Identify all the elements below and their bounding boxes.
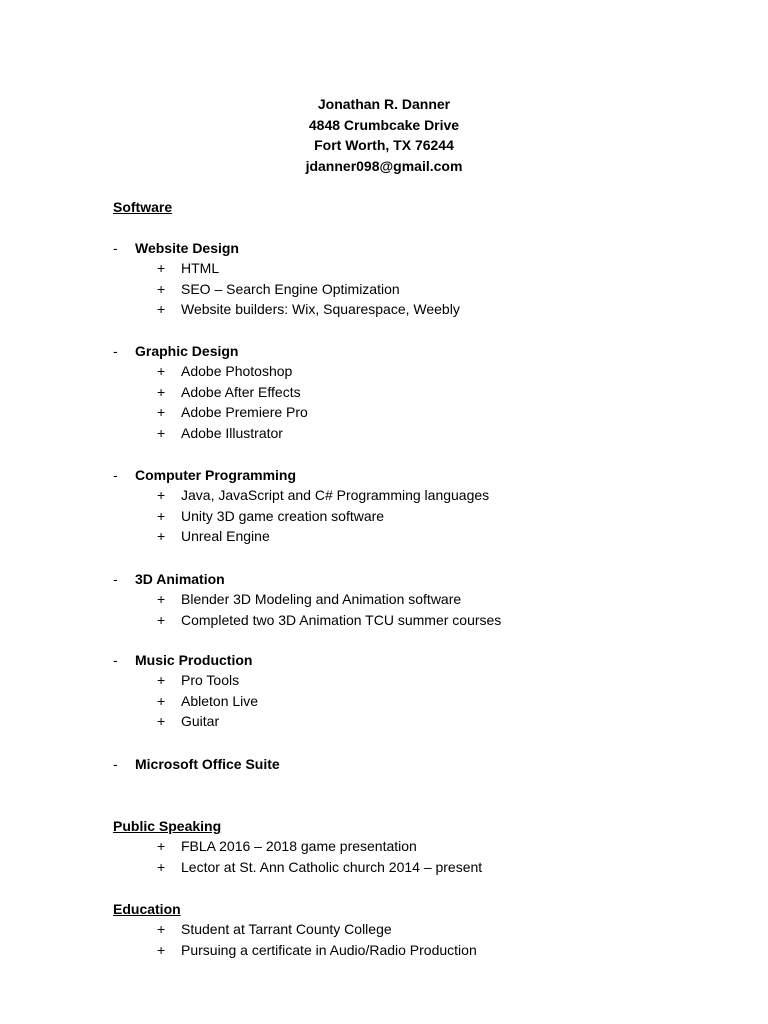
skill-group-label: Microsoft Office Suite bbox=[135, 756, 280, 772]
skill-list-graphic-design bbox=[157, 361, 308, 444]
section-title-public-speaking: Public Speaking bbox=[113, 818, 222, 834]
section-title-education: Education bbox=[113, 901, 181, 917]
list-item: + Adobe Photoshop bbox=[157, 363, 293, 379]
list-item: + Pursuing a certificate in Audio/Radio Production bbox=[157, 941, 477, 958]
email-address: jdanner098@gmail.com bbox=[305, 158, 463, 175]
skill-group-graphic-design bbox=[113, 341, 238, 361]
dash-marker: - bbox=[113, 756, 118, 772]
list-item: + Adobe Premiere Pro bbox=[157, 404, 308, 421]
list-item: + Adobe Illustrator bbox=[157, 425, 283, 442]
contact-header bbox=[0, 94, 768, 177]
skill-group-website-design bbox=[113, 238, 239, 258]
skill-group-label: Computer Programming bbox=[135, 467, 297, 483]
dash-marker: - bbox=[113, 652, 118, 668]
dash-marker: - bbox=[113, 343, 118, 359]
city-state-zip: Fort Worth, TX 76244 bbox=[314, 137, 454, 154]
street-address: 4848 Crumbcake Drive bbox=[308, 116, 460, 133]
list-item: + Guitar bbox=[157, 713, 220, 730]
skill-group-music-production bbox=[113, 650, 252, 670]
skill-group-label: Music Production bbox=[135, 652, 253, 668]
list-item: + Website builders: Wix, Squarespace, Weebly bbox=[157, 301, 460, 318]
skill-group-computer-programming bbox=[113, 465, 296, 485]
skill-group-label: Website Design bbox=[135, 240, 239, 256]
skill-list-3d-animation bbox=[157, 589, 501, 630]
skill-group-label: Graphic Design bbox=[135, 343, 239, 359]
skill-group-3d-animation bbox=[113, 569, 225, 589]
list-item: + Adobe After Effects bbox=[157, 383, 301, 400]
applicant-name: Jonathan R. Danner bbox=[317, 96, 451, 112]
list-item: + HTML bbox=[157, 260, 220, 276]
list-item: + Lector at St. Ann Catholic church 2014 – present bbox=[157, 858, 483, 875]
list-item: + Unity 3D game creation software bbox=[157, 507, 385, 524]
skill-group-microsoft-office bbox=[113, 754, 280, 774]
skill-list-computer-programming bbox=[157, 485, 489, 547]
list-item: + Blender 3D Modeling and Animation software bbox=[157, 591, 462, 607]
skill-list-music-production bbox=[157, 670, 258, 732]
list-item: + Ableton Live bbox=[157, 692, 259, 709]
list-item: + FBLA 2016 – 2018 game presentation bbox=[157, 838, 417, 854]
skill-list-website-design bbox=[157, 258, 460, 320]
list-item: + Pro Tools bbox=[157, 672, 240, 688]
public-speaking-list bbox=[157, 836, 482, 877]
list-item: + Unreal Engine bbox=[157, 528, 270, 545]
list-item: + SEO – Search Engine Optimization bbox=[157, 280, 400, 297]
skill-group-label: 3D Animation bbox=[135, 571, 225, 587]
dash-marker: - bbox=[113, 467, 118, 483]
list-item: + Java, JavaScript and C# Programming languages bbox=[157, 487, 490, 503]
education-list bbox=[157, 919, 477, 960]
list-item: + Student at Tarrant County College bbox=[157, 921, 392, 937]
list-item: + Completed two 3D Animation TCU summer courses bbox=[157, 611, 502, 628]
dash-marker: - bbox=[113, 240, 118, 256]
section-title-software: Software bbox=[113, 199, 173, 215]
dash-marker: - bbox=[113, 571, 118, 587]
